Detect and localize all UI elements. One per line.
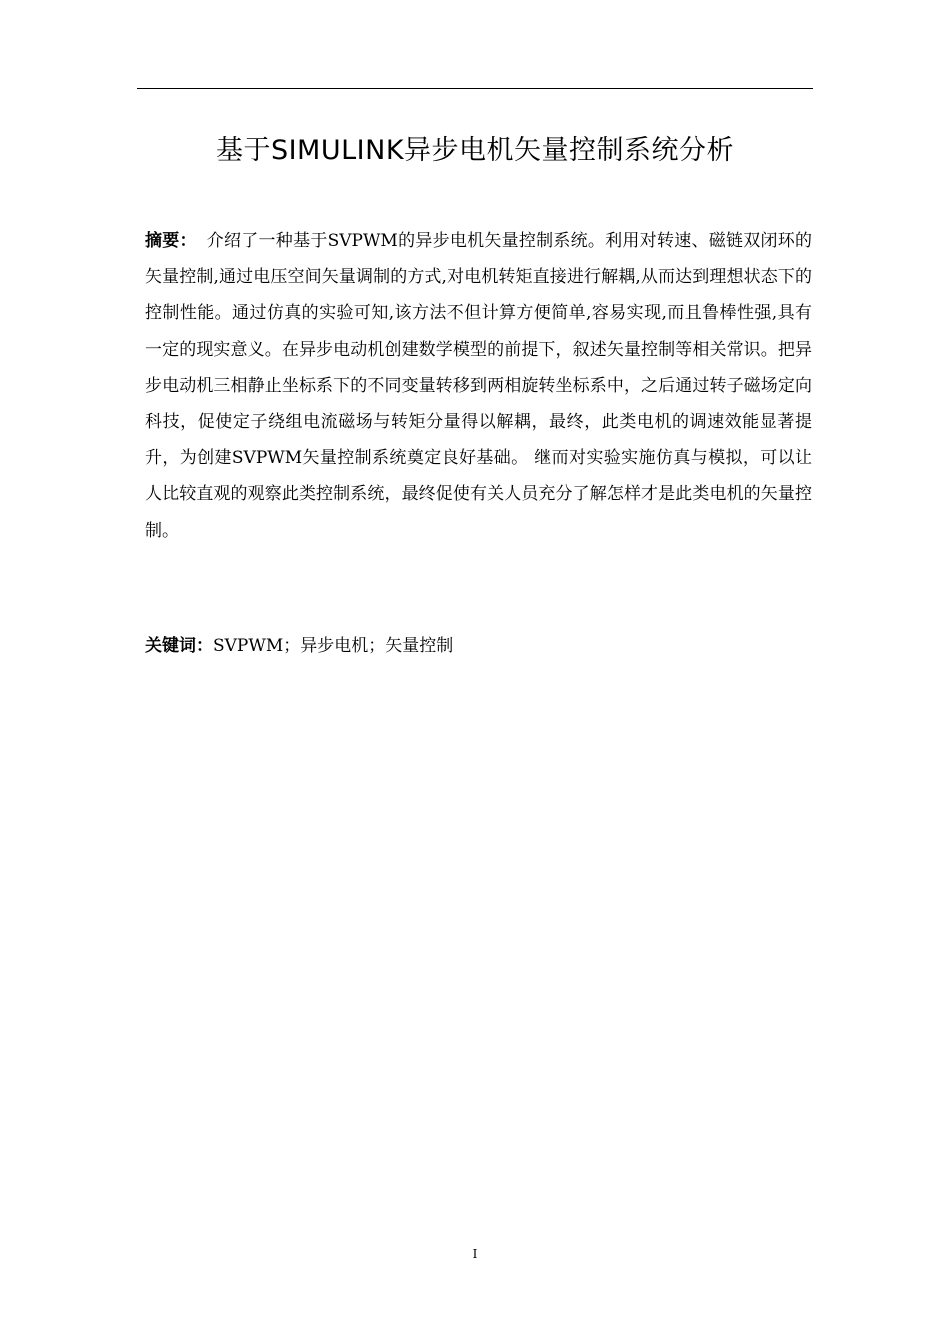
page-title: 基于SIMULINK异步电机矢量控制系统分析 <box>215 135 735 166</box>
abstract-label: 摘要： <box>145 231 197 251</box>
keywords-line <box>145 628 812 664</box>
header-rule <box>137 88 813 89</box>
page-number: I <box>472 1247 478 1261</box>
keywords-text: SVPWM；异步电机；矢量控制 <box>213 636 454 656</box>
abstract-paragraph <box>145 223 812 549</box>
keywords-label: 关键词： <box>145 636 213 656</box>
abstract-text: 介绍了一种基于SVPWM的异步电机矢量控制系统。利用对转速、磁链双闭环的矢量控制,通过电压空间矢量调制的方式,对电机转矩直接进行解耦,从而达到理想状态下的控制性能。通过仿真的实验可知,该方法不但计算方便简单,容易实现,而且鲁棒性强,具有一定的现实意义。在异步电动机创建数学模型的前提下，叙述矢量控制等相关常识。把异步电动机三相静止坐标系下的不同变量转移到两相旋转坐标系中，之后通过转子磁场定向科技，促使定子绕组电流磁场与转矩分量得以解耦，最终，此类电机的调速效能显著提升，为创建SVPWM矢量控制系统奠定良好基础。 继而对实验实施仿真与模拟，可以让人比较直观的观察此类控制系统，最终促使有关人员充分了解怎样才是此类电机的矢量控制。 <box>145 231 812 541</box>
